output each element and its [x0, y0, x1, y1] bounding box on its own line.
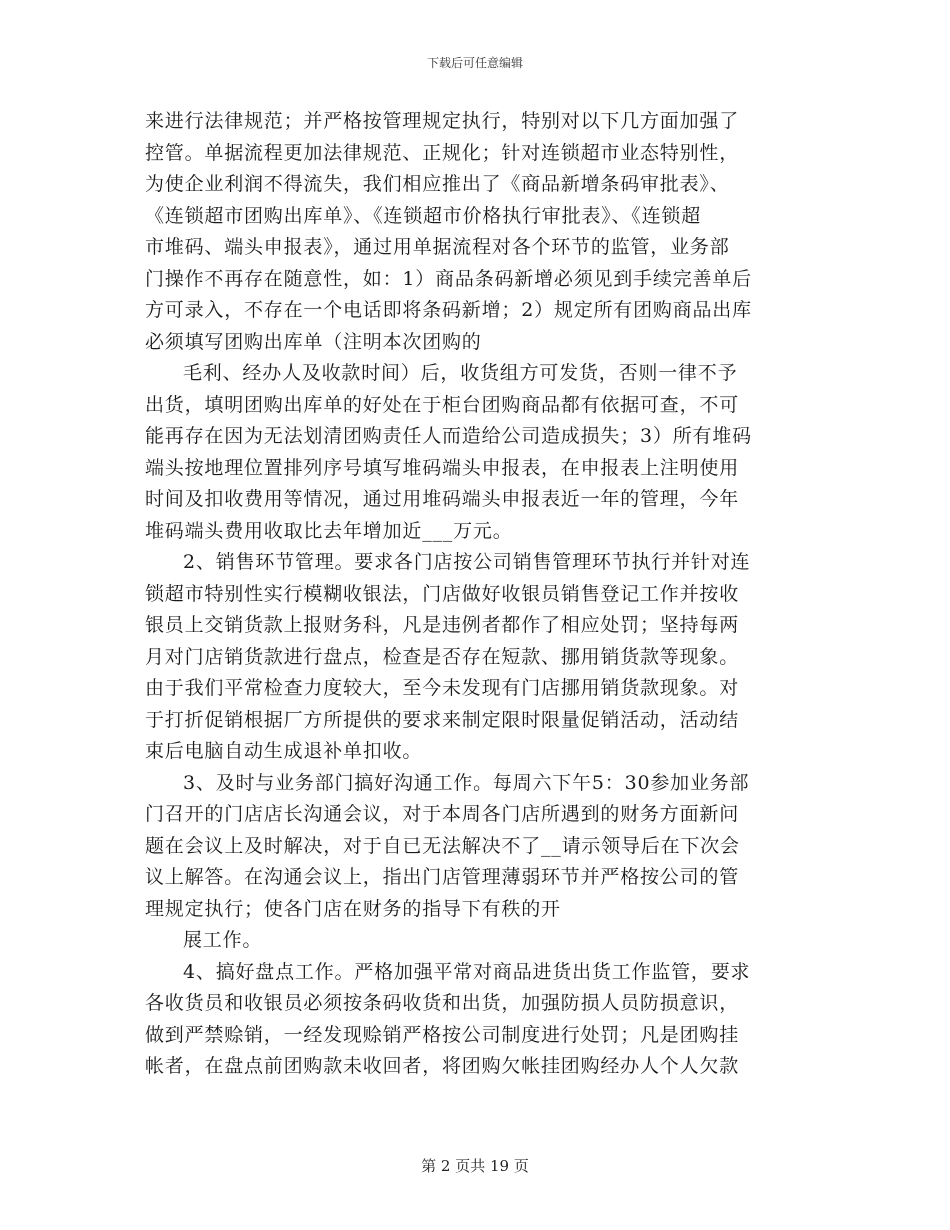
text-line: 《连锁超市团购出库单》、《连锁超市价格执行审批表》、《连锁超 — [145, 204, 702, 227]
text-line: 出货，填明团购出库单的好处在于柜台团购商品都有依据可查，不可 — [145, 393, 740, 416]
text-line: 理规定执行；使各门店在财务的指导下有秩的开 — [145, 897, 561, 920]
text-line: 毛利、经办人及收款时间）后，收货组方可发货，否则一律不予 — [183, 362, 738, 384]
text-line: 月对门店销货款进行盘点，检查是否存在短款、挪用销货款等现象。 — [145, 645, 740, 668]
text-line: 能再存在因为无法划清团购责任人而造给公司造成损失；3）所有堆码 — [145, 425, 752, 447]
text-line: 3、及时与业务部门搞好沟通工作。每周六下午5：30参加业务部 — [183, 771, 750, 794]
text-line: 2、销售环节管理。要求各门店按公司销售管理环节执行并针对连 — [183, 551, 751, 573]
text-line: 议上解答。在沟通会议上，指出门店管理薄弱环节并严格按公司的管 — [145, 866, 740, 888]
text-line: 银员上交销货款上报财务科，凡是违例者都作了相应处罚；坚持每两 — [145, 614, 740, 636]
text-line: 时间及扣收费用等情况，通过用堆码端头申报表近一年的管理，今年 — [145, 488, 740, 510]
page-footer: 第 2 页共 19 页 — [421, 1157, 529, 1175]
text-line: 题在会议上及时解决，对于自已无法解决不了__请示领导后在下次会 — [145, 834, 740, 857]
text-line: 控管。单据流程更加法律规范、正规化；针对连锁超市业态特别性， — [145, 141, 740, 164]
text-line: 4、搞好盘点工作。严格加强平常对商品进货出货工作监管，要求 — [183, 960, 751, 983]
document-body — [145, 106, 809, 1083]
text-line: 市堆码、端头申报表》，通过用单据流程对各个环节的监管，业务部 — [145, 236, 730, 258]
text-line: 必须填写团购出库单（注明本次团购的 — [145, 330, 482, 353]
text-line: 堆码端头费用收取比去年增加近___万元。 — [145, 519, 513, 542]
text-line: 端头按地理位置排列序号填写堆码端头申报表，在申报表上注明使用 — [145, 456, 740, 479]
page-header: 下载后可任意编辑 — [426, 56, 523, 70]
text-line: 各收货员和收银员必须按条码收货和出货，加强防损人员防损意识， — [145, 992, 740, 1014]
text-line: 帐者，在盘点前团购款未收回者，将团购欠帐挂团购经办人个人欠款 — [145, 1055, 740, 1077]
text-line: 锁超市特别性实行模糊收银法，门店做好收银员销售登记工作并按收 — [145, 582, 740, 605]
text-line: 方可录入，不存在一个电话即将条码新增；2）规定所有团购商品出库 — [145, 299, 752, 321]
text-line: 为使企业利润不得流失，我们相应推出了《商品新增条码审批表》、 — [145, 173, 730, 195]
text-line: 束后电脑自动生成退补单扣收。 — [145, 740, 423, 762]
text-line: 于打折促销根据厂方所提供的要求来制定限时限量促销活动，活动结 — [145, 708, 740, 731]
text-line: 来进行法律规范；并严格按管理规定执行，特别对以下几方面加强了 — [145, 110, 740, 132]
text-line: 做到严禁赊销，一经发现赊销严格按公司制度进行处罚；凡是团购挂 — [145, 1023, 740, 1046]
text-line: 展工作。 — [183, 929, 263, 951]
text-line: 由于我们平常检查力度较大，至今未发现有门店挪用销货款现象。对 — [145, 677, 740, 699]
text-line: 门召开的门店店长沟通会议，对于本周各门店所遇到的财务方面新问 — [145, 803, 740, 825]
text-line: 门操作不再存在随意性，如：1）商品条码新增必须见到手续完善单后 — [145, 267, 752, 290]
